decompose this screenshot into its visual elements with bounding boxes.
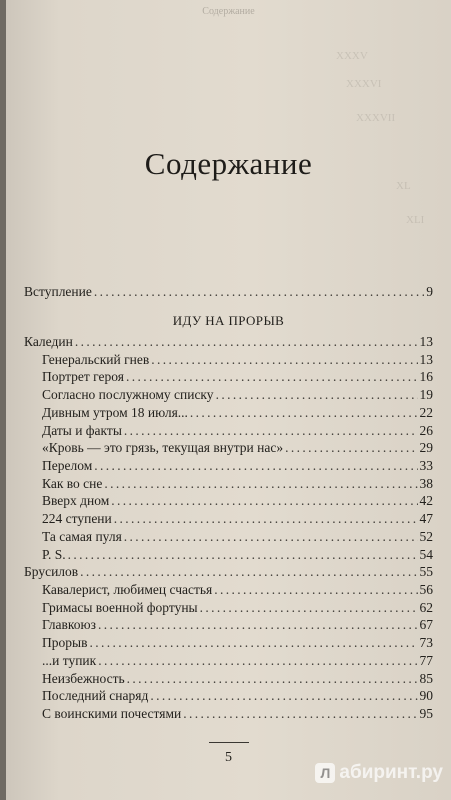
toc-entry-title: Согласно послужному списку — [42, 387, 214, 403]
watermark — [315, 762, 443, 784]
dot-leader — [150, 688, 417, 704]
toc-entry-title: Дивным утром 18 июля... — [42, 404, 188, 420]
toc-entry-page: 62 — [419, 599, 433, 615]
dot-leader — [124, 529, 418, 545]
toc-entry — [42, 547, 433, 563]
toc-entry-title: Вступление — [24, 284, 92, 299]
labirint-logo-icon: Л — [315, 763, 335, 783]
toc-entry-page: 22 — [419, 404, 433, 420]
toc-entry-page: 9 — [426, 284, 433, 299]
running-head: Содержание — [202, 6, 255, 17]
toc-entry — [24, 564, 433, 580]
toc-entry — [42, 617, 433, 633]
page-title: Содержание — [144, 146, 313, 181]
toc-entry-title: Генеральский гнев — [42, 351, 150, 367]
toc-entry-title: Неизбежность — [42, 670, 125, 686]
toc-entry-page: 52 — [419, 528, 433, 544]
dot-leader — [114, 511, 418, 527]
dot-leader — [190, 405, 418, 421]
toc-entry — [42, 352, 433, 368]
toc-entry-page: 47 — [419, 511, 433, 527]
toc-entry-page: 56 — [419, 582, 433, 597]
toc-entry-page: 67 — [419, 617, 433, 633]
toc-entry-page: 90 — [419, 688, 433, 704]
dot-leader — [68, 547, 418, 563]
toc-entry-page: 55 — [419, 564, 433, 580]
toc-entry — [42, 405, 433, 421]
toc-entry-title: Перелом — [42, 458, 93, 473]
toc-entry-title: Кавалерист, любимец счастья — [42, 582, 213, 597]
toc-entry-page: 16 — [419, 369, 433, 385]
toc-entry-page: 26 — [419, 422, 433, 438]
toc-entry-title: С воинскими почестями — [42, 706, 182, 721]
toc-entry-page: 85 — [419, 670, 433, 686]
toc-entry — [42, 440, 433, 456]
dot-leader — [124, 423, 418, 439]
toc-entry-title: P. S. — [42, 546, 66, 562]
dot-leader — [126, 369, 418, 385]
toc-entry — [42, 688, 433, 704]
toc-entry-title: Портрет героя — [42, 369, 124, 385]
book-page: Содержание XXXV XXXVI XXXVII XL XLI Содержание ИДУ НА ПРОРЫВ Вступление . . . 9 Каледин . . . 13 Генеральский гнев . . . 13 Портрет героя . . . 16 Согласно послужному списку . . . 19 Дивным утром 18 июля... . . . 22 Даты и факты . . . 26 «Кровь — это грязь, текущая внутри нас» . . . 29 Перелом . . . 33 Как во сне . . . 38 Вверх дном . . . 42 224 ступени . . . 47 Та самая пуля . . . 52 P. S. . . . 54 Брусилов . . . 55 Кавалерист, любимец счастья . . . 56 Гримасы военной фортуны . . . 62 Главкоюз . . . 67 Прорыв . . . 73 ...и тупик . . . 77 Неизбежность . . . 85 Последний снаряд . . . 90 С воинскими почестями . . . 95 5 — [6, 0, 451, 800]
toc-entry-title: «Кровь — это грязь, текущая внутри нас» — [42, 440, 284, 456]
toc-entry — [42, 529, 433, 545]
dot-leader — [214, 582, 417, 598]
toc-entry-page: 19 — [419, 387, 433, 403]
toc-entry-title: 224 ступени — [42, 511, 112, 527]
dot-leader — [94, 284, 424, 300]
toc-entry — [42, 653, 433, 669]
page-number: 5 — [225, 750, 232, 765]
toc-entry — [42, 582, 433, 598]
toc-entry-title: Даты и факты — [42, 422, 122, 438]
toc-entry-page: 73 — [419, 635, 433, 651]
section-heading: ИДУ НА ПРОРЫВ — [172, 313, 285, 328]
dot-leader — [285, 440, 417, 456]
toc-entry — [42, 387, 433, 403]
dot-leader — [216, 387, 418, 403]
dot-leader — [183, 706, 417, 722]
toc-entry — [42, 706, 433, 722]
toc-entry-page: 42 — [419, 493, 433, 509]
toc-entry-title: Гримасы военной фортуны — [42, 599, 198, 615]
dot-leader — [89, 635, 417, 651]
toc-entry — [24, 334, 433, 350]
toc-entry — [42, 671, 433, 687]
toc-entry — [42, 423, 433, 439]
toc-entry-page: 38 — [419, 475, 433, 491]
toc-entry — [42, 635, 433, 651]
dot-leader — [75, 334, 418, 350]
watermark-text: абиринт.ру — [339, 762, 443, 783]
dot-leader — [98, 617, 418, 633]
toc-entry-page: 29 — [419, 440, 433, 456]
dot-leader — [200, 600, 418, 616]
toc-entry-title: Та самая пуля — [42, 528, 122, 544]
toc-entry — [42, 369, 433, 385]
dot-leader — [94, 458, 417, 474]
folio-rule — [209, 742, 249, 743]
toc-entry-page: 33 — [419, 458, 433, 473]
dot-leader — [111, 493, 417, 509]
toc-entry — [42, 458, 433, 474]
dot-leader — [151, 352, 417, 368]
toc-entry-title: Прорыв — [42, 635, 88, 651]
toc-entry-page: 13 — [419, 351, 433, 367]
toc-entry-page: 77 — [419, 652, 433, 668]
toc-entry-title: Главкоюз — [42, 617, 96, 633]
dot-leader — [104, 476, 417, 492]
toc-entry — [42, 493, 433, 509]
toc-entry-title: ...и тупик — [42, 652, 97, 668]
toc-entry-page: 54 — [419, 546, 433, 562]
dot-leader — [80, 564, 417, 580]
dot-leader — [98, 653, 417, 669]
toc-entry-title: Последний снаряд — [42, 688, 149, 704]
toc-entry — [42, 476, 433, 492]
dot-leader — [127, 671, 418, 687]
toc-entry — [24, 284, 433, 300]
toc-entry-page: 13 — [419, 334, 433, 349]
toc-entry-title: Вверх дном — [42, 493, 110, 509]
toc-entry-title: Как во сне — [42, 475, 103, 491]
toc-entry — [42, 600, 433, 616]
toc-entry-page: 95 — [419, 706, 433, 721]
toc-entry-title: Брусилов — [24, 564, 79, 580]
toc-entry — [42, 511, 433, 527]
toc-entry-title: Каледин — [24, 334, 73, 349]
